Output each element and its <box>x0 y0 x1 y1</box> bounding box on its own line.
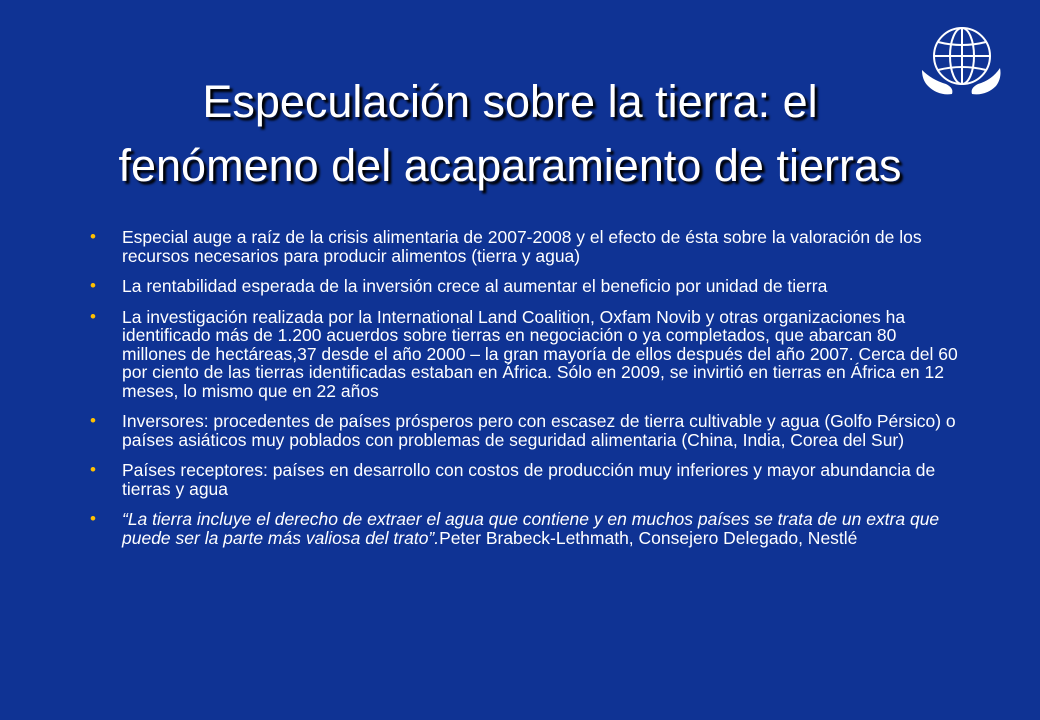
title-line-2: fenómeno del acaparamiento de tierras <box>118 140 902 191</box>
bullet-item-6 <box>90 510 960 547</box>
slide-title <box>60 70 960 198</box>
bullet-text: La rentabilidad esperada de la inversión crece al aumentar el beneficio por unidad de tierra <box>122 276 828 296</box>
bullet-item-5 <box>90 461 960 498</box>
bullet-item-2 <box>90 277 960 296</box>
quote-text: “La tierra incluye el derecho de extraer el agua que contiene y en muchos países se trata de un extra que puede ser la parte más valiosa del trato”. <box>122 509 940 548</box>
quote-attribution: Peter Brabeck-Lethmath, Consejero Delegado, Nestlé <box>439 527 858 548</box>
bullet-item-1 <box>90 228 960 265</box>
bullet-list <box>90 228 960 559</box>
bullet-text: Inversores: procedentes de países prósperos pero con escasez de tierra cultivable y agua (Golfo Pérsico) o países asiáticos muy poblados con problemas de seguridad alimentaria (China, India, Corea del Sur) <box>122 411 956 450</box>
bullet-marker: • <box>90 509 96 528</box>
bullet-text: Especial auge a raíz de la crisis alimentaria de 2007-2008 y el efecto de ésta sobre la valoración de los recursos necesarios para producir alimentos (tierra y agua) <box>122 227 922 266</box>
bullet-marker: • <box>90 276 96 295</box>
bullet-marker: • <box>90 411 96 430</box>
bullet-item-4 <box>90 412 960 449</box>
bullet-item-3 <box>90 308 960 401</box>
bullet-text: Países receptores: países en desarrollo con costos de producción muy inferiores y mayor abundancia de tierras y agua <box>122 460 936 499</box>
bullet-marker: • <box>90 306 96 326</box>
bullet-marker: • <box>90 460 96 479</box>
bullet-marker: • <box>90 227 96 246</box>
bullet-text <box>122 509 939 548</box>
title-line-1: Especulación sobre la tierra: el <box>202 76 818 127</box>
bullet-text: La investigación realizada por la International Land Coalition, Oxfam Novib y otras organizaciones ha identificado más de 1.200 acuerdos sobre tierras en negociación o ya completados, que abarcan 80 millones de hectáreas,37 desde el año 2000 – la gran mayoría de ellos después del año 2007. Cerca del 60 por ciento de las tierras identificadas estaban en África. Sólo en 2009, se invirtió en tierras en África en 12 meses, lo mismo que en 22 años <box>122 306 958 401</box>
